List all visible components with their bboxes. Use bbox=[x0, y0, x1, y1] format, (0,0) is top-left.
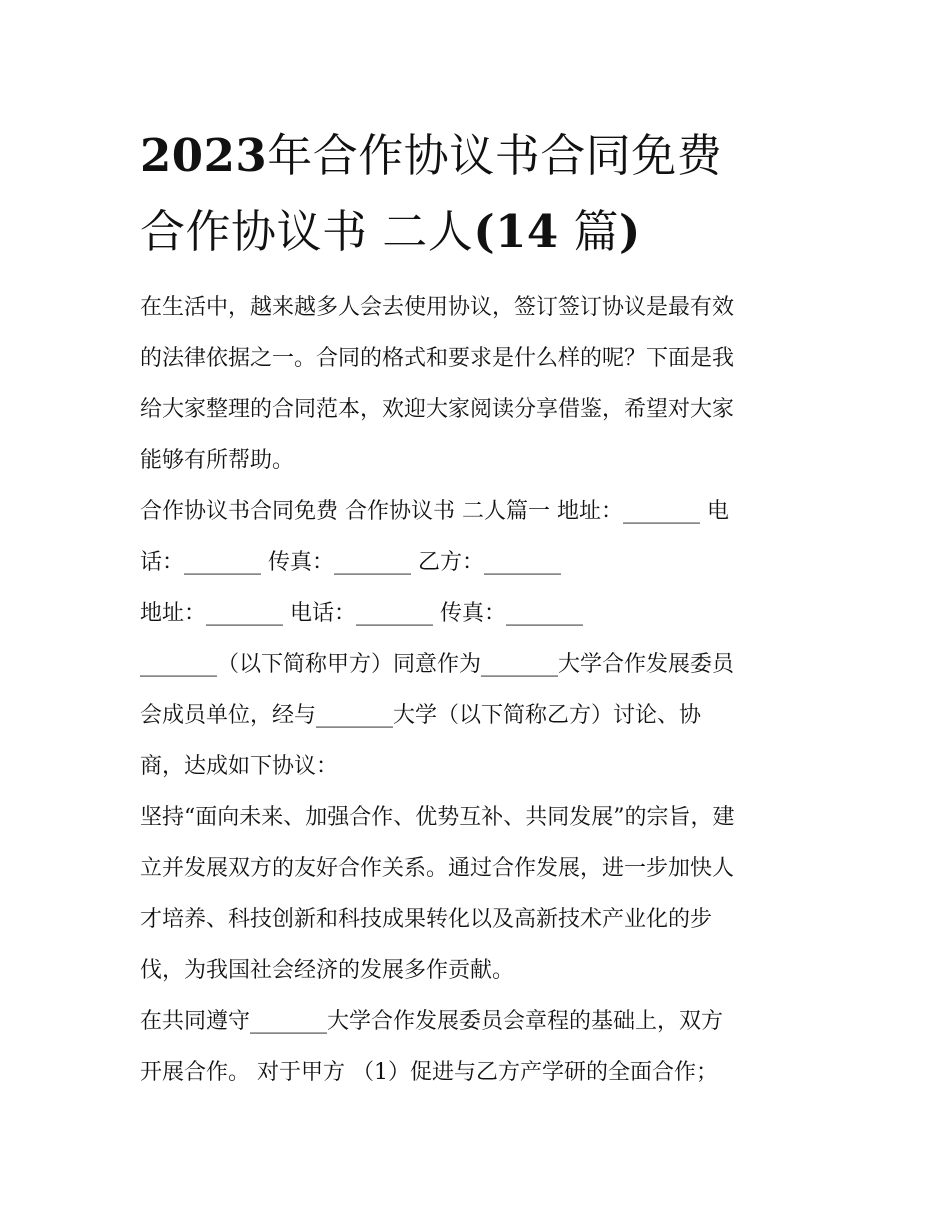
text-line: 开展合作。 对于甲方 （1）促进与乙方产学研的全面合作； bbox=[140, 1060, 718, 1085]
text-line: 地址：_______ 电话：_______ 传真：_______ bbox=[140, 601, 583, 626]
text-line: _______（以下简称甲方）同意作为_______大学合作发展委员 bbox=[140, 652, 735, 677]
title-year: 2023 bbox=[140, 129, 268, 182]
paragraph-party-b bbox=[140, 588, 812, 639]
text-line: 合作协议书合同免费 合作协议书 二人篇一 地址：_______ 电 bbox=[140, 499, 729, 524]
paragraph-purpose bbox=[140, 792, 812, 996]
document-page bbox=[140, 118, 812, 1098]
paragraph-party-a bbox=[140, 486, 812, 588]
text-line: 能够有所帮助。 bbox=[140, 448, 295, 473]
title-text-1: 年合作协议书合同免费 bbox=[267, 129, 723, 182]
text-line: 话：_______ 传真：_______ 乙方：_______ bbox=[140, 550, 561, 575]
paragraph-intro bbox=[140, 282, 812, 486]
title-text-2: 合作协议书 二人 bbox=[140, 205, 474, 258]
text-line: 的法律依据之一。合同的格式和要求是什么样的呢？下面是我 bbox=[140, 346, 735, 371]
text-line: 在共同遵守_______大学合作发展委员会章程的基础上，双方 bbox=[140, 1009, 724, 1034]
title-count-open: (14 bbox=[473, 205, 559, 258]
text-line: 会成员单位，经与_______大学（以下简称乙方）讨论、协 bbox=[140, 703, 702, 728]
document-title bbox=[140, 118, 812, 270]
text-line: 商，达成如下协议： bbox=[140, 754, 339, 779]
paragraph-agreement bbox=[140, 639, 812, 792]
title-count-unit: 篇 bbox=[558, 205, 620, 258]
text-line: 伐，为我国社会经济的发展多作贡献。 bbox=[140, 958, 515, 983]
text-line: 在生活中，越来越多人会去使用协议，签订签订协议是最有效 bbox=[140, 295, 735, 320]
document-body bbox=[140, 282, 812, 1098]
paragraph-cooperation bbox=[140, 996, 812, 1098]
text-line: 立并发展双方的友好合作关系。通过合作发展，进一步加快人 bbox=[140, 856, 735, 881]
title-line-1 bbox=[140, 118, 812, 194]
text-line: 坚持“面向未来、加强合作、优势互补、共同发展”的宗旨，建 bbox=[140, 805, 735, 830]
title-count-close: ) bbox=[619, 205, 641, 258]
text-line: 才培养、科技创新和科技成果转化以及高新技术产业化的步 bbox=[140, 907, 713, 932]
title-line-2 bbox=[140, 194, 812, 270]
text-line: 给大家整理的合同范本，欢迎大家阅读分享借鉴，希望对大家 bbox=[140, 397, 735, 422]
